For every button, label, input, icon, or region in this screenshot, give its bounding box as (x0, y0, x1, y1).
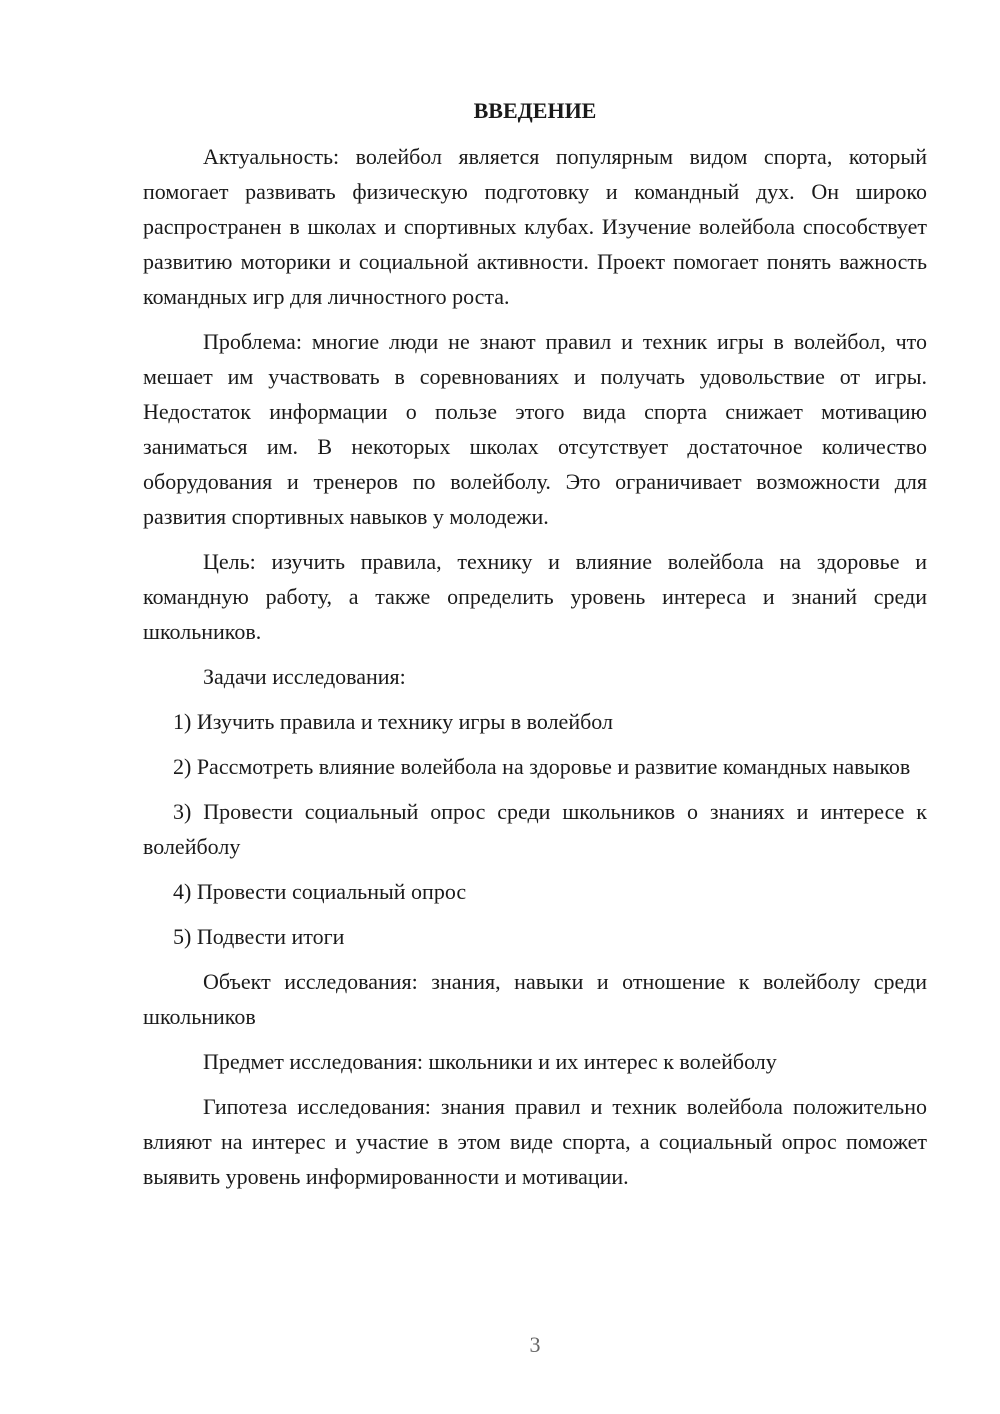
section-title: ВВЕДЕНИЕ (473, 98, 597, 123)
task-item: 4) Провести социальный опрос (173, 879, 467, 904)
paragraph-goal: Цель: изучить правила, технику и влияние волейбола на здоровье и командную работу, а также определить уровень интереса и знаний среди школьников. (143, 549, 927, 644)
document-page (143, 95, 927, 1204)
paragraph-object: Объект исследования: знания, навыки и отношение к волейболу среди школьников (143, 969, 927, 1029)
paragraph-hypothesis: Гипотеза исследования: знания правил и техник волейбола положительно влияют на интерес и участие в этом виде спорта, а социальный опрос поможет выявить уровень информированности и мотивации. (143, 1094, 927, 1189)
task-item: 3) Провести социальный опрос среди школьников о знаниях и интересе к волейболу (143, 799, 927, 859)
task-item: 5) Подвести итоги (173, 924, 345, 949)
task-item: 2) Рассмотреть влияние волейбола на здоровье и развитие командных навыков (173, 754, 911, 779)
task-item: 1) Изучить правила и технику игры в волейбол (173, 709, 613, 734)
paragraph-subject: Предмет исследования: школьники и их интерес к волейболу (203, 1049, 777, 1074)
paragraph-tasks-heading: Задачи исследования: (203, 664, 406, 689)
page-number: 3 (529, 1332, 541, 1357)
paragraph-relevance: Актуальность: волейбол является популярным видом спорта, который помогает развивать физическую подготовку и командный дух. Он широко распространен в школах и спортивных клубах. Изучение волейбола способствует развитию моторики и социальной активности. Проект помогает понять важность командных игр для личностного роста. (143, 144, 927, 309)
paragraph-problem: Проблема: многие люди не знают правил и техник игры в волейбол, что мешает им участвовать в соревнованиях и получать удовольствие от игры. Недостаток информации о пользе этого вида спорта снижает мотивацию заниматься им. В некоторых школах отсутствует достаточное количество оборудования и тренеров по волейболу. Это ограничивает возможности для развития спортивных навыков у молодежи. (143, 329, 927, 529)
